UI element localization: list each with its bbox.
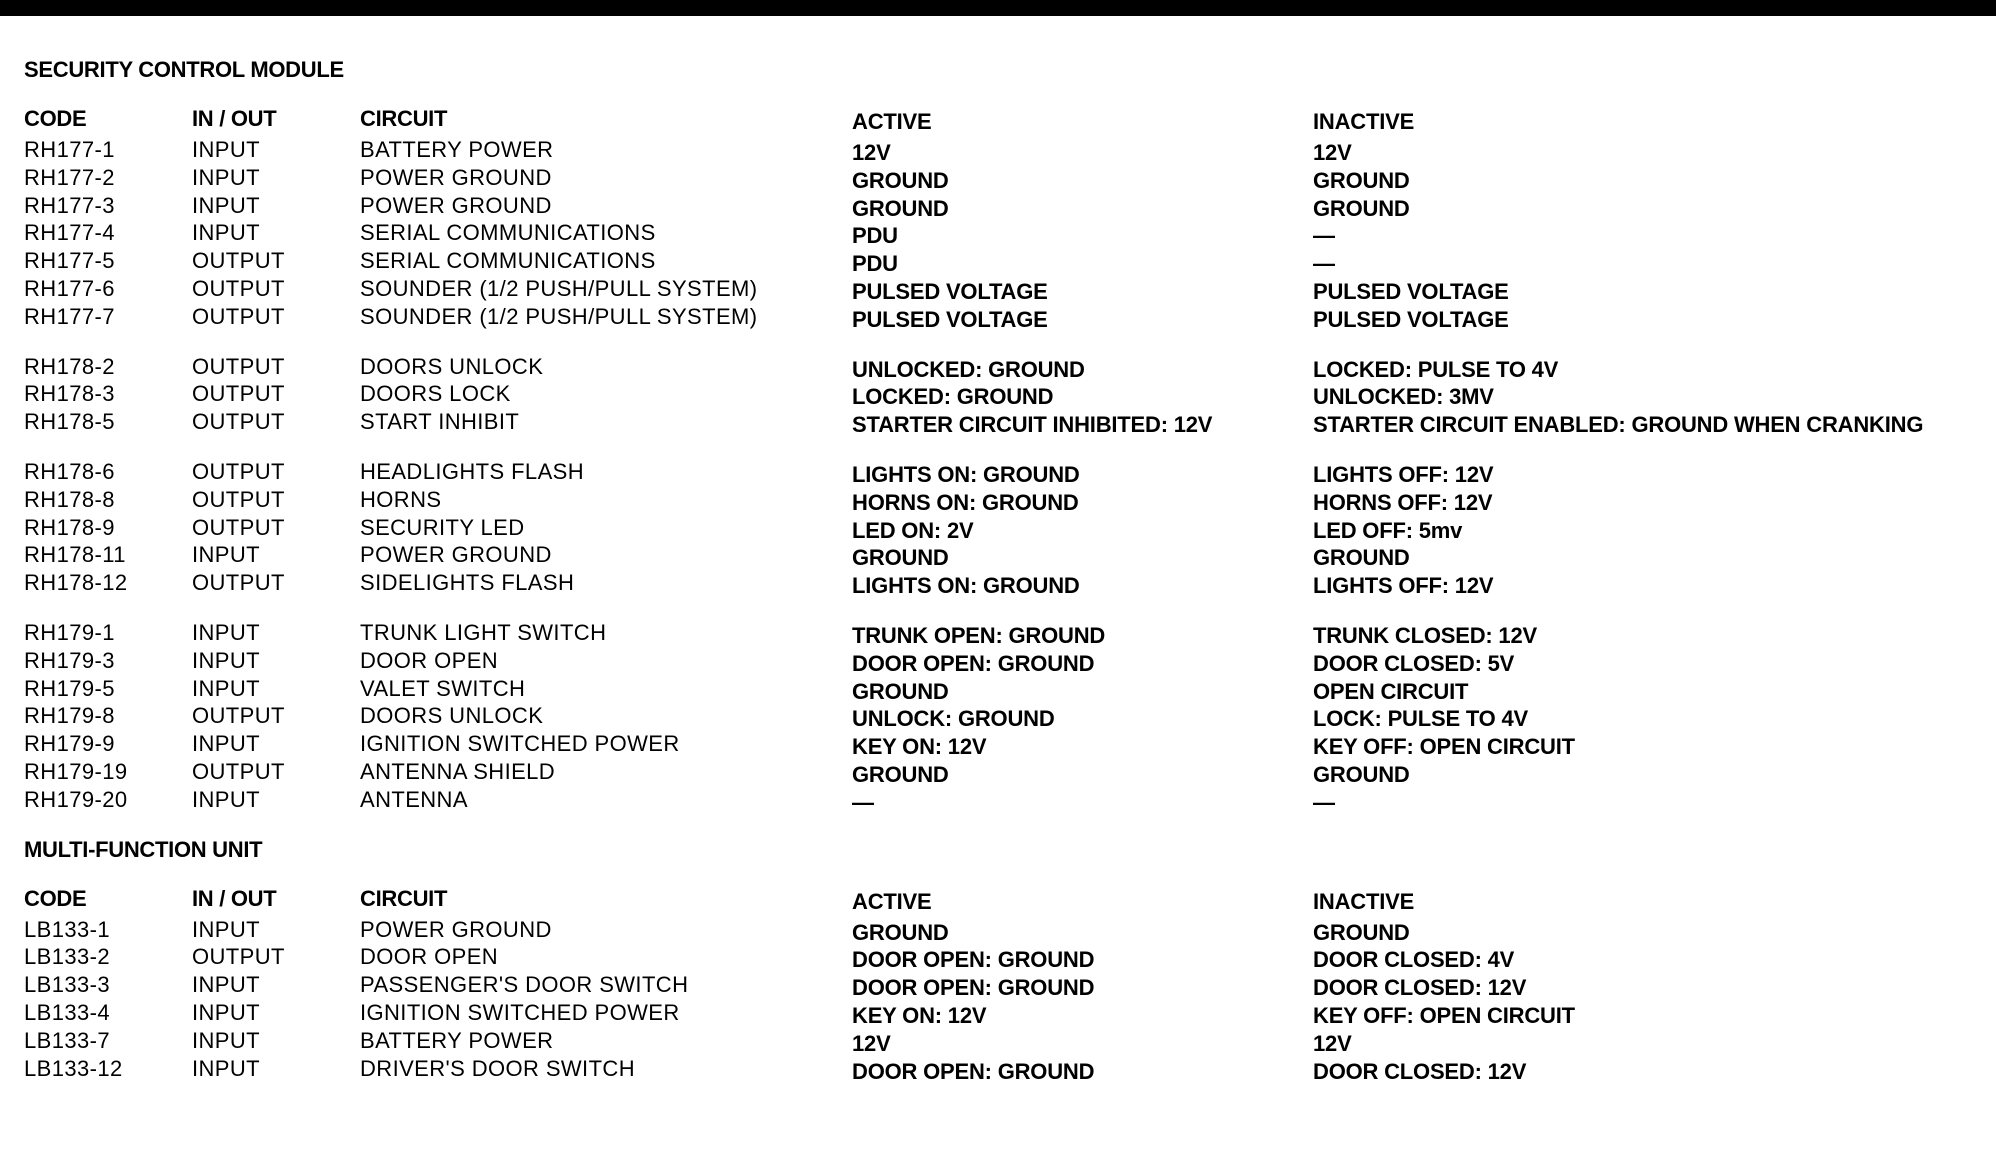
cell-inactive: LIGHTS OFF: 12V	[1313, 573, 1494, 599]
cell-in-out: OUTPUT	[192, 381, 285, 407]
cell-active: UNLOCK: GROUND	[852, 706, 1055, 732]
pin-reference-document	[24, 56, 1984, 1104]
cell-inactive: DOOR CLOSED: 12V	[1313, 1058, 1527, 1084]
cell-circuit: BATTERY POWER	[360, 137, 554, 162]
cell-inactive: STARTER CIRCUIT ENABLED: GROUND WHEN CRANKING	[1313, 412, 1924, 438]
header-code: CODE	[24, 885, 87, 911]
cell-code: RH179-9	[24, 731, 115, 757]
cell-circuit: HEADLIGHTS FLASH	[360, 458, 585, 484]
cell-in-out: INPUT	[192, 220, 260, 246]
cell-circuit: PASSENGER'S DOOR SWITCH	[360, 972, 689, 998]
cell-circuit: DOOR OPEN	[360, 944, 499, 970]
cell-inactive: GROUND	[1313, 545, 1410, 571]
cell-active: LIGHTS ON: GROUND	[852, 461, 1080, 487]
cell-code: LB133-12	[24, 1055, 123, 1081]
row-group	[24, 458, 1984, 597]
cell-code: RH178-3	[24, 381, 115, 407]
cell-inactive: KEY OFF: OPEN CIRCUIT	[1313, 1002, 1575, 1028]
table-row	[24, 999, 1984, 1027]
cell-inactive: —	[1313, 223, 1335, 249]
table-row	[24, 219, 1984, 247]
top-black-bar	[0, 0, 1996, 16]
cell-active: KEY ON: 12V	[852, 734, 987, 760]
cell-circuit: POWER GROUND	[360, 542, 552, 568]
cell-circuit: TRUNK LIGHT SWITCH	[360, 619, 607, 645]
cell-code: LB133-7	[24, 1027, 110, 1053]
row-group	[24, 353, 1984, 436]
header-inactive: INACTIVE	[1313, 888, 1415, 914]
section-multi-function-unit	[24, 836, 1984, 1083]
header-circuit: CIRCUIT	[360, 885, 448, 911]
cell-active: TRUNK OPEN: GROUND	[852, 622, 1106, 648]
cell-in-out: INPUT	[192, 619, 260, 645]
table-row	[24, 730, 1984, 758]
cell-in-out: OUTPUT	[192, 486, 285, 512]
table-row	[24, 303, 1984, 331]
cell-code: LB133-1	[24, 916, 110, 942]
cell-code: RH177-4	[24, 220, 115, 246]
cell-circuit: ANTENNA	[360, 786, 468, 812]
cell-code: RH179-20	[24, 786, 128, 812]
cell-circuit: POWER GROUND	[360, 164, 552, 190]
cell-circuit: SOUNDER (1/2 PUSH/PULL SYSTEM)	[360, 303, 758, 329]
cell-in-out: INPUT	[192, 542, 260, 568]
cell-code: RH177-6	[24, 275, 115, 301]
header-code: CODE	[24, 106, 87, 131]
cell-in-out: INPUT	[192, 675, 260, 701]
header-circuit: CIRCUIT	[360, 106, 448, 131]
cell-circuit: SECURITY LED	[360, 514, 525, 540]
cell-code: RH177-7	[24, 303, 115, 329]
cell-circuit: POWER GROUND	[360, 916, 552, 942]
section-security-control-module	[24, 56, 1984, 814]
cell-active: 12V	[852, 1030, 891, 1056]
table-row	[24, 192, 1984, 220]
cell-circuit: IGNITION SWITCHED POWER	[360, 999, 680, 1025]
cell-circuit: HORNS	[360, 486, 442, 512]
cell-inactive: LOCKED: PULSE TO 4V	[1313, 356, 1559, 382]
cell-circuit: DOORS LOCK	[360, 381, 511, 407]
cell-code: LB133-2	[24, 944, 110, 970]
cell-inactive: KEY OFF: OPEN CIRCUIT	[1313, 734, 1575, 760]
cell-active: LOCKED: GROUND	[852, 384, 1054, 410]
cell-code: RH178-5	[24, 409, 115, 435]
cell-circuit: ANTENNA SHIELD	[360, 758, 556, 784]
cell-in-out: OUTPUT	[192, 248, 285, 274]
cell-in-out: OUTPUT	[192, 570, 285, 596]
cell-active: DOOR OPEN: GROUND	[852, 1058, 1095, 1084]
cell-in-out: INPUT	[192, 137, 260, 162]
cell-active: PULSED VOLTAGE	[852, 306, 1048, 332]
table-row	[24, 1055, 1984, 1083]
cell-in-out: OUTPUT	[192, 353, 285, 379]
table-row	[24, 647, 1984, 675]
cell-code: RH179-1	[24, 619, 115, 645]
cell-circuit: DOOR OPEN	[360, 647, 499, 673]
cell-circuit: DOORS UNLOCK	[360, 703, 544, 729]
cell-active: DOOR OPEN: GROUND	[852, 947, 1095, 973]
cell-in-out: INPUT	[192, 786, 260, 812]
cell-active: DOOR OPEN: GROUND	[852, 975, 1095, 1001]
cell-in-out: OUTPUT	[192, 458, 285, 484]
cell-inactive: GROUND	[1313, 761, 1410, 787]
cell-active: PDU	[852, 251, 898, 277]
cell-code: RH178-9	[24, 514, 115, 540]
cell-in-out: INPUT	[192, 916, 260, 942]
cell-circuit: DRIVER'S DOOR SWITCH	[360, 1055, 635, 1081]
cell-code: RH179-3	[24, 647, 115, 673]
table-row	[24, 541, 1984, 569]
table-row	[24, 408, 1984, 436]
cell-active: UNLOCKED: GROUND	[852, 356, 1085, 382]
cell-active: GROUND	[852, 919, 949, 945]
cell-in-out: OUTPUT	[192, 944, 285, 970]
cell-code: RH178-12	[24, 570, 128, 596]
section-title: MULTI-FUNCTION UNIT	[24, 836, 263, 862]
cell-active: GROUND	[852, 678, 949, 704]
table-row	[24, 458, 1984, 486]
cell-inactive: PULSED VOLTAGE	[1313, 278, 1509, 304]
table-row	[24, 786, 1984, 814]
cell-in-out: OUTPUT	[192, 758, 285, 784]
cell-in-out: INPUT	[192, 164, 260, 190]
table-row	[24, 943, 1984, 971]
cell-circuit: VALET SWITCH	[360, 675, 526, 701]
cell-active: PULSED VOLTAGE	[852, 278, 1048, 304]
cell-active: STARTER CIRCUIT INHIBITED: 12V	[852, 412, 1213, 438]
cell-in-out: INPUT	[192, 192, 260, 218]
header-active: ACTIVE	[852, 109, 932, 134]
cell-in-out: INPUT	[192, 731, 260, 757]
table-row	[24, 569, 1984, 597]
cell-code: RH179-19	[24, 758, 128, 784]
cell-code: RH177-1	[24, 137, 115, 162]
table-row	[24, 247, 1984, 275]
cell-circuit: SERIAL COMMUNICATIONS	[360, 220, 656, 246]
cell-code: RH178-11	[24, 542, 126, 568]
cell-circuit: BATTERY POWER	[360, 1027, 554, 1053]
cell-inactive: LIGHTS OFF: 12V	[1313, 461, 1494, 487]
cell-in-out: INPUT	[192, 972, 260, 998]
row-group	[24, 619, 1984, 814]
cell-inactive: GROUND	[1313, 167, 1410, 193]
header-inactive: INACTIVE	[1313, 109, 1415, 134]
cell-active: KEY ON: 12V	[852, 1002, 987, 1028]
cell-inactive: DOOR CLOSED: 4V	[1313, 947, 1515, 973]
cell-inactive: OPEN CIRCUIT	[1313, 678, 1469, 704]
cell-code: RH178-6	[24, 458, 115, 484]
cell-circuit: START INHIBIT	[360, 409, 520, 435]
cell-in-out: OUTPUT	[192, 514, 285, 540]
table-row	[24, 353, 1984, 381]
cell-code: RH178-2	[24, 353, 115, 379]
table-row	[24, 971, 1984, 999]
table-row	[24, 136, 1984, 164]
table-header	[24, 878, 1984, 912]
cell-active: GROUND	[852, 761, 949, 787]
cell-in-out: INPUT	[192, 1055, 260, 1081]
table-row	[24, 702, 1984, 730]
cell-code: RH177-5	[24, 248, 115, 274]
cell-code: RH177-2	[24, 164, 115, 190]
header-in-out: IN / OUT	[192, 106, 277, 131]
cell-inactive: HORNS OFF: 12V	[1313, 489, 1493, 515]
cell-active: GROUND	[852, 545, 949, 571]
cell-active: GROUND	[852, 195, 949, 221]
table-row	[24, 1027, 1984, 1055]
cell-in-out: OUTPUT	[192, 409, 285, 435]
cell-active: DOOR OPEN: GROUND	[852, 650, 1095, 676]
cell-inactive: TRUNK CLOSED: 12V	[1313, 622, 1537, 648]
table-row	[24, 164, 1984, 192]
cell-code: LB133-3	[24, 972, 110, 998]
cell-active: LIGHTS ON: GROUND	[852, 573, 1080, 599]
cell-code: RH177-3	[24, 192, 115, 218]
table-row	[24, 514, 1984, 542]
cell-in-out: INPUT	[192, 999, 260, 1025]
cell-code: RH178-8	[24, 486, 115, 512]
cell-circuit: SERIAL COMMUNICATIONS	[360, 248, 656, 274]
cell-inactive: DOOR CLOSED: 5V	[1313, 650, 1515, 676]
cell-code: RH179-5	[24, 675, 115, 701]
cell-inactive: —	[1313, 789, 1335, 815]
cell-inactive: —	[1313, 251, 1335, 277]
cell-inactive: 12V	[1313, 1030, 1352, 1056]
cell-active: LED ON: 2V	[852, 517, 974, 543]
cell-code: LB133-4	[24, 999, 110, 1025]
cell-active: GROUND	[852, 167, 949, 193]
section-title: SECURITY CONTROL MODULE	[24, 57, 344, 82]
header-active: ACTIVE	[852, 888, 932, 914]
table-row	[24, 758, 1984, 786]
cell-in-out: INPUT	[192, 647, 260, 673]
cell-code: RH179-8	[24, 703, 115, 729]
cell-in-out: OUTPUT	[192, 303, 285, 329]
table-header	[24, 98, 1984, 132]
cell-inactive: GROUND	[1313, 919, 1410, 945]
cell-active: 12V	[852, 140, 891, 165]
row-group	[24, 136, 1984, 331]
cell-in-out: OUTPUT	[192, 275, 285, 301]
table-row	[24, 675, 1984, 703]
cell-active: —	[852, 789, 874, 815]
cell-inactive: GROUND	[1313, 195, 1410, 221]
cell-inactive: LOCK: PULSE TO 4V	[1313, 706, 1528, 732]
cell-inactive: 12V	[1313, 140, 1352, 165]
cell-inactive: DOOR CLOSED: 12V	[1313, 975, 1527, 1001]
row-group	[24, 916, 1984, 1083]
table-row	[24, 486, 1984, 514]
cell-circuit: POWER GROUND	[360, 192, 552, 218]
cell-circuit: DOORS UNLOCK	[360, 353, 544, 379]
header-in-out: IN / OUT	[192, 885, 277, 911]
table-row	[24, 619, 1984, 647]
cell-inactive: PULSED VOLTAGE	[1313, 306, 1509, 332]
table-row	[24, 275, 1984, 303]
cell-inactive: UNLOCKED: 3MV	[1313, 384, 1494, 410]
cell-in-out: INPUT	[192, 1027, 260, 1053]
cell-active: PDU	[852, 223, 898, 249]
cell-circuit: IGNITION SWITCHED POWER	[360, 731, 680, 757]
cell-inactive: LED OFF: 5mv	[1313, 517, 1463, 543]
cell-active: HORNS ON: GROUND	[852, 489, 1079, 515]
cell-circuit: SIDELIGHTS FLASH	[360, 570, 575, 596]
table-row	[24, 916, 1984, 944]
cell-circuit: SOUNDER (1/2 PUSH/PULL SYSTEM)	[360, 275, 758, 301]
table-row	[24, 380, 1984, 408]
cell-in-out: OUTPUT	[192, 703, 285, 729]
